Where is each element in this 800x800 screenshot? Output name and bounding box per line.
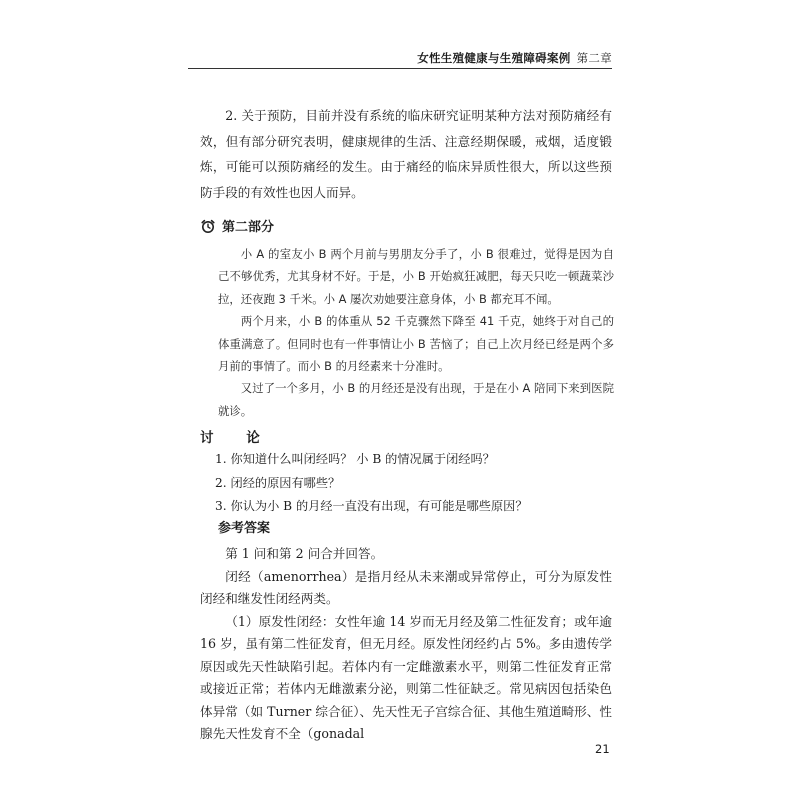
alarm-clock-icon: [200, 218, 216, 234]
question-item: 1. 你知道什么叫闭经吗？ 小 B 的情况属于闭经吗？: [215, 452, 495, 466]
story-paragraph: 小 A 的室友小 B 两个月前与男朋友分手了，小 B 很难过，觉得是因为自己不够优秀，尤其身材不好。于是，小 B 开始疯狂减肥，每天只吃一顿蔬菜沙拉，还夜跑 3 千米。小 A 屡次劝她要注意身体，小 B 都充耳不闻。: [218, 247, 614, 306]
question-item: 3. 你认为小 B 的月经一直没有出现，有可能是哪些原因？: [215, 499, 528, 513]
header-chapter: 第二章: [576, 51, 612, 65]
discussion-questions: [215, 448, 528, 519]
part-two-heading: [200, 216, 274, 235]
part-two-title: 第二部分: [222, 220, 275, 235]
answer-paragraph: 闭经（amenorrhea）是指月经从未来潮或异常停止，可分为原发性闭经和继发性闭经两类。: [200, 568, 612, 606]
prevention-paragraph: 2. 关于预防，目前并没有系统的临床研究证明某种方法对预防痛经有效，但有部分研究表明，健康规律的生活、注意经期保暖，戒烟，适度锻炼，可能可以预防痛经的发生。由于痛经的临床异质性很大，所以这些预防手段的有效性也因人而异。: [200, 108, 612, 200]
running-header: [417, 50, 612, 66]
answers-body: [200, 543, 612, 746]
story-paragraph: 两个月来，小 B 的体重从 52 千克骤然下降至 41 千克，她终于对自己的体重满意了。但同时也有一件事情让小 B 苦恼了；自己上次月经已经是两个多月前的事情了。而小 B 的月经素来十分准时。: [218, 314, 614, 374]
story-paragraph: 又过了一个多月，小 B 的月经还是没有出现，于是在小 A 陪同下来到医院就诊。: [218, 381, 614, 418]
header-book-title: 女性生殖健康与生殖障碍案例: [417, 51, 571, 65]
header-divider: [188, 68, 612, 69]
discussion-heading: 讨 论: [200, 430, 274, 446]
previous-section: [200, 103, 612, 205]
page-number: 21: [595, 742, 610, 756]
case-story: [218, 243, 614, 422]
answers-heading: 参考答案: [218, 521, 271, 536]
answer-paragraph: （1）原发性闭经：女性年逾 14 岁而无月经及第二性征发育；或年逾 16 岁，虽有第二性征发育，但无月经。原发性闭经约占 5%。多由遗传学原因或先天性缺陷引起。若体内有一定雌激素水平，则第二性征发育正常或接近正常；若体内无雌激素分泌，则第二性征缺乏。常见病因包括染色体异常（如 Turner 综合征）、先天性无子宫综合征、其他生殖道畸形、性腺先天性发育不全（gonadal: [200, 613, 612, 741]
question-item: 2. 闭经的原因有哪些？: [215, 475, 341, 490]
answer-paragraph: 第 1 问和第 2 问合并回答。: [225, 546, 384, 561]
